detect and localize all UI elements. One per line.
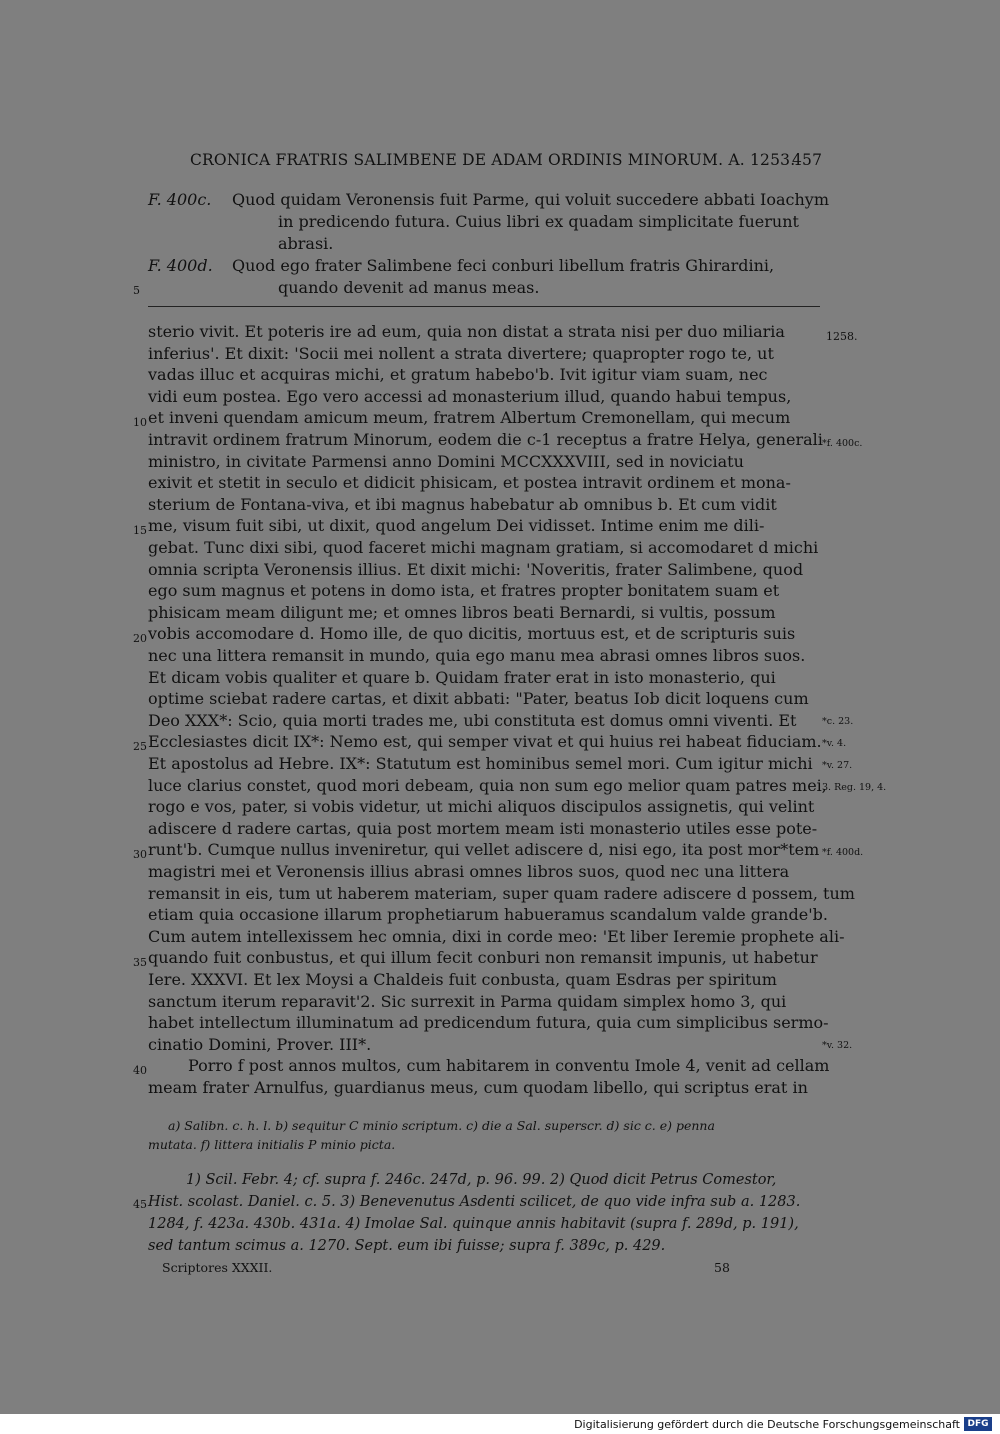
- main-text-line: nec una littera remansit in mundo, quia ego manu mea abrasi omnes libros suos.: [148, 646, 806, 665]
- dfg-logo: DFG: [964, 1417, 992, 1431]
- main-text-line: ministro, in civitate Parmensi anno Domini MCCXXXVIII, sed in noviciatu: [148, 451, 744, 471]
- apparatus-line-1: a) Salibn. c. h. l. b) sequitur C minio scriptum. c) die a Sal. superscr. d) sic c. e) penna: [168, 1118, 715, 1133]
- main-text-line: Ecclesiastes dicit IX*: Nemo est, qui semper vivat et qui huius rei habeat fiduciam.: [148, 732, 822, 752]
- main-text-line: Et dicam vobis qualiter et quare b. Quidam frater erat in isto monasterio, qui: [148, 667, 776, 687]
- main-text-line: magistri mei et Veronensis illius abrasi omnes libros suos, quod nec una littera: [148, 862, 790, 881]
- main-text-line: vobis accomodare d. Homo ille, de quo dicitis, mortuus est, et de scripturis suis: [148, 624, 796, 644]
- margin-ref-v27: *v. 27.: [822, 760, 853, 771]
- main-text-line: intravit ordinem fratrum Minorum, eodem die c-1 receptus a fratre Helya, generali: [148, 430, 823, 449]
- main-text-line: habet intellectum illuminatum ad predicendum futura, quia cum simplicibus sermo-: [148, 1013, 829, 1033]
- margin-year: 1258.: [826, 330, 858, 343]
- footnote-line-1: 1) Scil. Febr. 4; cf. supra f. 246c. 247d, p. 96. 99. 2) Quod dicit Petrus Comestor,: [186, 1172, 777, 1188]
- main-text-line: meam frater Arnulfus, guardianus meus, cum quodam libello, qui scriptus erat in: [148, 1078, 808, 1097]
- margin-ref-v4: *v. 4.: [822, 738, 847, 749]
- signature-right: 58: [714, 1260, 730, 1275]
- main-text-line: Iere. XXXVI. Et lex Moysi a Chaldeis fuit conbusta, quam Esdras per spiritum: [148, 970, 777, 989]
- main-text-line: gebat. Tunc dixi sibi, quod faceret michi magnam gratiam, si accomodaret d michi: [148, 538, 819, 557]
- contents-ref-1: F. 400c.: [148, 190, 212, 209]
- main-text-line: runt'b. Cumque nullus inveniretur, qui vellet adiscere d, nisi ego, ita post mor*tem: [148, 840, 820, 860]
- contents-line-4: Quod ego frater Salimbene feci conburi libellum fratris Ghirardini,: [232, 256, 775, 275]
- main-text-line: sterio vivit. Et poteris ire ad eum, quia non distat a strata nisi per duo miliaria: [148, 322, 785, 341]
- main-text-line: sanctum iterum reparavit'2. Sic surrexit in Parma quidam simplex homo 3, qui: [148, 991, 787, 1011]
- running-title: CRONICA FRATRIS SALIMBENE DE ADAM ORDINIS MINORUM. A. 1253.: [190, 151, 796, 169]
- main-text-line: me, visum fuit sibi, ut dixit, quod angelum Dei vidisset. Intime enim me dili-: [148, 516, 765, 536]
- line-number-25: 25: [133, 740, 147, 753]
- signature-left: Scriptores XXXII.: [162, 1260, 273, 1275]
- margin-ref-c23: *c. 23.: [822, 716, 854, 727]
- main-text-line: sterium de Fontana-viva, et ibi magnus habebatur ab omnibus b. Et cum vidit: [148, 494, 777, 514]
- main-text-line: cinatio Domini, Prover. III*.: [148, 1034, 372, 1054]
- margin-ref-reg: 3. Reg. 19, 4.: [822, 782, 887, 793]
- margin-ref-v32: *v. 32.: [822, 1040, 853, 1051]
- main-text-line: phisicam meam diligunt me; et omnes libros beati Bernardi, si vultis, possum: [148, 602, 776, 622]
- main-text-line: et inveni quendam amicum meum, fratrem Albertum Cremonellam, qui mecum: [148, 408, 791, 428]
- main-text-line: Cum autem intellexissem hec omnia, dixi in corde meo: 'Et liber Ieremie prophete ali-: [148, 926, 845, 946]
- line-number-40: 40: [133, 1064, 147, 1077]
- page-number: 457: [792, 151, 823, 169]
- main-text-line: vadas illuc et acquiras michi, et gratum habebo'b. Ivit igitur viam suam, nec: [148, 365, 768, 385]
- contents-line-1: Quod quidam Veronensis fuit Parme, qui voluit succedere abbati Ioachym: [232, 190, 829, 209]
- line-number-35: 35: [133, 956, 147, 969]
- contents-line-5: quando devenit ad manus meas.: [278, 278, 540, 297]
- main-text-line: luce clarius constet, quod mori debeam, quia non sum ego melior quam patres mei,: [148, 775, 827, 795]
- main-text-line: Porro f post annos multos, cum habitarem in conventu Imole 4, venit ad cellam: [188, 1056, 830, 1076]
- line-number-5: 5: [133, 284, 140, 297]
- main-text-line: rogo e vos, pater, si vobis videtur, ut michi aliquos discipulos assignetis, qui velint: [148, 797, 815, 817]
- margin-folio-400d: *f. 400d.: [822, 847, 864, 858]
- main-text-line: vidi eum postea. Ego vero accessi ad monasterium illud, quando habui tempus,: [148, 386, 792, 406]
- contents-divider: [148, 306, 820, 307]
- contents-ref-2: F. 400d.: [148, 256, 213, 275]
- footnote-line-3: 1284, f. 423a. 430b. 431a. 4) Imolae Sal. quinque annis habitavit (supra f. 289d, p. 191),: [148, 1216, 799, 1232]
- main-text-line: etiam quia occasione illarum prophetiarum habueramus scandalum valde grande'b.: [148, 905, 828, 925]
- line-number-45: 45: [133, 1198, 147, 1211]
- line-number-10: 10: [133, 416, 147, 429]
- line-number-15: 15: [133, 524, 147, 537]
- apparatus-line-2: mutata. f) littera initialis P minio picta.: [148, 1137, 396, 1152]
- main-text-line: quando fuit conbustus, et qui illum fecit conburi non remansit impunis, ut habetur: [148, 948, 818, 968]
- main-text-line: optime sciebat radere cartas, et dixit abbati: "Pater, beatus Iob dicit loquens cum: [148, 689, 809, 709]
- footnote-line-4: sed tantum scimus a. 1270. Sept. eum ibi fuisse; supra f. 389c, p. 429.: [148, 1238, 666, 1254]
- line-number-20: 20: [133, 632, 147, 645]
- dfg-credit: Digitalisierung gefördert durch die Deutsche Forschungsgemeinschaft: [574, 1418, 960, 1431]
- line-number-30: 30: [133, 848, 147, 861]
- margin-folio-400c: *f. 400c.: [822, 438, 863, 449]
- footnote-line-2: Hist. scolast. Daniel. c. 5. 3) Benevenutus Asdenti scilicet, de quo vide infra sub a. 1283.: [148, 1194, 801, 1210]
- main-text-line: inferius'. Et dixit: 'Socii mei nollent a strata divertere; quapropter rogo te, ut: [148, 343, 774, 363]
- main-text-line: adiscere d radere cartas, quia post mortem meam isti monasterio utiles esse pote-: [148, 818, 818, 838]
- main-text-line: Deo XXX*: Scio, quia morti trades me, ubi constituta est domus omni viventi. Et: [148, 710, 797, 730]
- main-text-line: remansit in eis, tum ut haberem materiam, super quam radere adiscere d possem, tum: [148, 883, 855, 903]
- contents-line-2: in predicendo futura. Cuius libri ex quadam simplicitate fuerunt: [278, 212, 799, 231]
- main-text-line: Et apostolus ad Hebre. IX*: Statutum est hominibus semel mori. Cum igitur michi: [148, 754, 813, 773]
- main-text-line: omnia scripta Veronensis illius. Et dixit michi: 'Noveritis, frater Salimbene, quod: [148, 559, 804, 579]
- main-text-line: exivit et stetit in seculo et didicit phisicam, et postea intravit ordinem et mona-: [148, 473, 791, 493]
- contents-line-3: abrasi.: [278, 234, 334, 253]
- main-text-line: ego sum magnus et potens in domo ista, et fratres propter bonitatem suam et: [148, 581, 780, 601]
